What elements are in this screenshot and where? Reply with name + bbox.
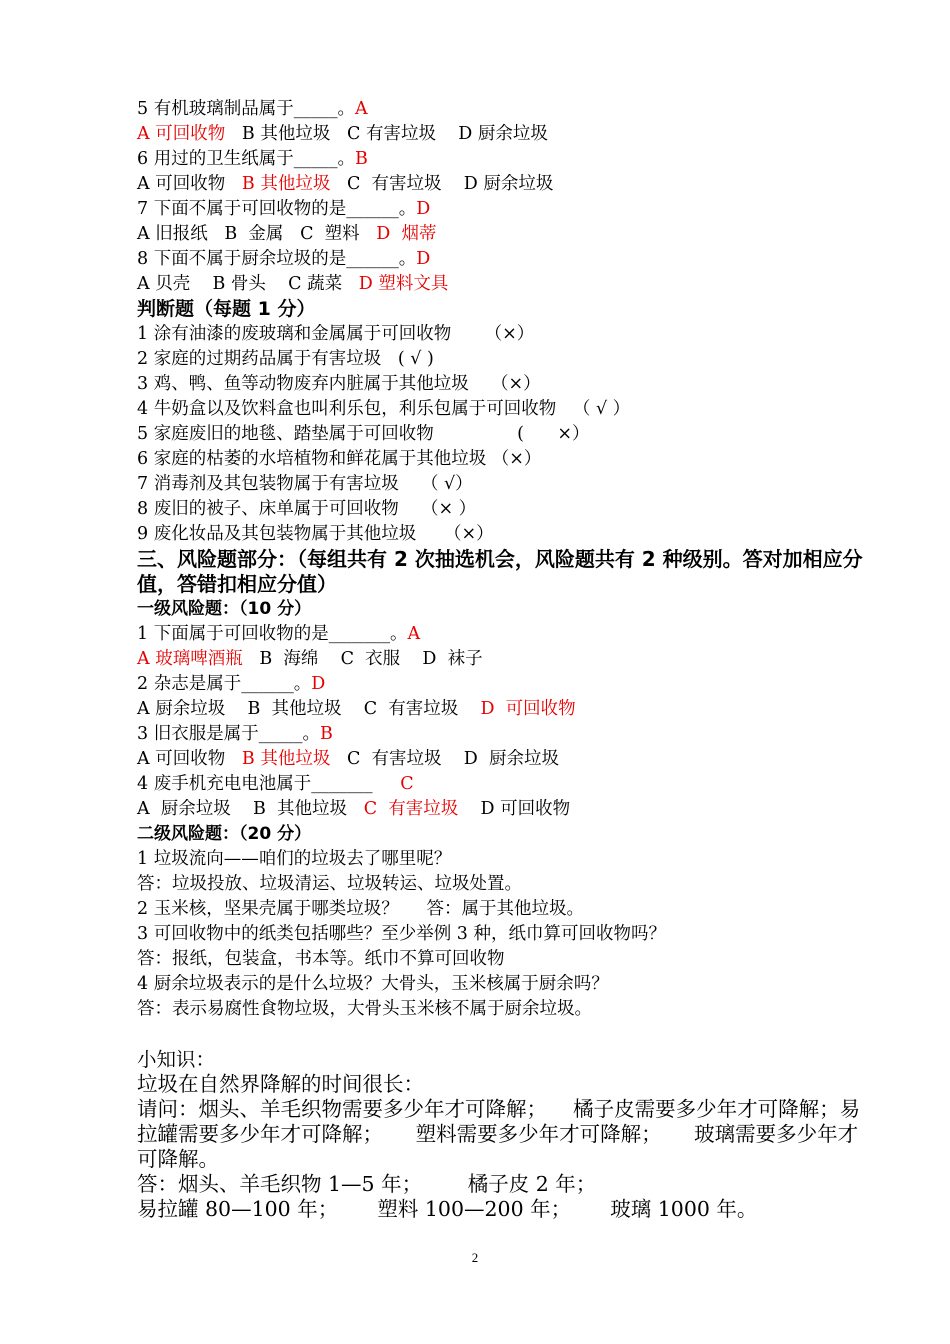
judge-item: 3 鸡、鸭、鱼等动物废弃内脏属于其他垃圾 （×）: [137, 374, 541, 394]
question-text: 7 下面不属于可回收物的是______。: [137, 199, 417, 219]
option: A 可回收物: [137, 749, 226, 769]
tips-line: 垃圾在自然界降解的时间很长：: [137, 1072, 424, 1096]
judge-questions: [137, 322, 877, 547]
options-line: [137, 747, 877, 772]
correct-option: B 其他垃圾: [225, 174, 331, 194]
answer-key: B: [319, 724, 333, 744]
option: C 有害垃圾: [330, 124, 436, 144]
option: D 厨余垃圾: [435, 124, 548, 144]
choice-questions-continued: [137, 97, 877, 297]
answer-key: A: [354, 99, 368, 119]
page-number: 2: [471, 1250, 479, 1265]
question-text: 5 有机玻璃制品属于_____。: [137, 99, 355, 119]
option: C 蔬菜: [265, 274, 343, 294]
judge-item: 1 涂有油漆的废玻璃和金属属于可回收物 （×）: [137, 324, 535, 344]
question-text: 2 杂志是属于______。: [137, 674, 312, 694]
question-text: 4 废手机充电电池属于_______: [137, 774, 401, 794]
option: A 可回收物: [137, 174, 226, 194]
option: A 贝壳: [137, 274, 191, 294]
option: B 骨头: [190, 274, 266, 294]
level1-questions: [137, 622, 877, 822]
option: B 金属: [207, 224, 284, 244]
option: D 厨余垃圾: [441, 749, 559, 769]
question-text: 1 下面属于可回收物的是_______。: [137, 624, 408, 644]
correct-option: D 可回收物: [458, 699, 576, 719]
judge-section-title: 判断题（每题 1 分）: [137, 298, 316, 320]
judge-item: 8 废旧的被子、床单属于可回收物 （× ）: [137, 499, 477, 519]
document-page: [137, 97, 877, 1222]
risk-section-title: 三、风险题部分：（每组共有 2 次抽选机会，风险题共有 2 种级别。答对加相应分值，答错扣相应分值）: [137, 547, 863, 596]
question-line: [137, 197, 877, 222]
answer-key: D: [416, 199, 431, 219]
judge-item: 7 消毒剂及其包装物属于有害垃圾 （ √）: [137, 474, 473, 494]
question-text: 3 旧衣服是属于_____。: [137, 724, 320, 744]
level1-title: 一级风险题：（10 分）: [137, 599, 312, 619]
correct-option: A 可回收物: [137, 124, 226, 144]
answer-key: B: [354, 149, 368, 169]
question-line: [137, 247, 877, 272]
question-line: [137, 147, 877, 172]
level2-title: 二级风险题：（20 分）: [137, 824, 312, 844]
question-line: [137, 97, 877, 122]
option: C 塑料: [283, 224, 360, 244]
option: C 衣服: [318, 649, 401, 669]
judge-item: 6 家庭的枯萎的水培植物和鲜花属于其他垃圾 （×）: [137, 449, 542, 469]
level2-questions: [137, 847, 877, 1022]
option: A 厨余垃圾: [137, 699, 226, 719]
level2-line: 答：垃圾投放、垃圾清运、垃圾转运、垃圾处置。: [137, 874, 522, 894]
judge-item: 2 家庭的过期药品属于有害垃圾 ( √ ): [137, 349, 434, 369]
tips-line: 答：烟头、羊毛织物 1—5 年； 橘子皮 2 年；: [137, 1172, 597, 1196]
judge-item: 5 家庭废旧的地毯、踏垫属于可回收物 ( ×）: [137, 424, 590, 444]
option: C 有害垃圾: [330, 749, 442, 769]
option: C 有害垃圾: [341, 699, 459, 719]
answer-key: D: [311, 674, 326, 694]
options-line: [137, 697, 877, 722]
question-line: [137, 622, 877, 647]
level2-line: 答：报纸，包装盒，书本等。纸巾不算可回收物: [137, 949, 505, 969]
question-line: [137, 722, 877, 747]
option: B 其他垃圾: [225, 699, 342, 719]
level2-line: 4 厨余垃圾表示的是什么垃圾？大骨头，玉米核属于厨余吗？: [137, 974, 609, 994]
option: A 厨余垃圾: [137, 799, 231, 819]
options-line: [137, 222, 877, 247]
option: D 袜子: [400, 649, 483, 669]
tips-line: 请问：烟头、羊毛织物需要多少年才可降解； 橘子皮需要多少年才可降解；易拉罐需要多少年才可降解； 塑料需要多少年才可降解； 玻璃需要多少年才可降解。: [137, 1097, 861, 1171]
option: A 旧报纸: [137, 224, 208, 244]
options-line: [137, 122, 877, 147]
options-line: [137, 172, 877, 197]
question-line: [137, 772, 877, 797]
tips-title: 小知识：: [137, 1048, 216, 1071]
level2-line: 2 玉米核，坚果壳属于哪类垃圾？ 答：属于其他垃圾。: [137, 899, 585, 919]
level2-line: 1 垃圾流向——咱们的垃圾去了哪里呢？: [137, 849, 452, 869]
question-text: 6 用过的卫生纸属于_____。: [137, 149, 355, 169]
answer-key: C: [400, 774, 414, 794]
answer-key: A: [407, 624, 421, 644]
tips-body: [137, 1072, 877, 1222]
answer-key: D: [416, 249, 431, 269]
options-line: [137, 797, 877, 822]
option: B 其他垃圾: [230, 799, 348, 819]
level2-line: 答：表示易腐性食物垃圾，大骨头玉米核不属于厨余垃圾。: [137, 999, 592, 1019]
tips-line: 易拉罐 80—100 年； 塑料 100—200 年； 玻璃 1000 年。: [137, 1197, 758, 1221]
level2-line: 3 可回收物中的纸类包括哪些？至少举例 3 种，纸巾算可回收物吗？: [137, 924, 666, 944]
options-line: [137, 647, 877, 672]
question-text: 8 下面不属于厨余垃圾的是______。: [137, 249, 417, 269]
correct-option: D 塑料文具: [342, 274, 449, 294]
question-line: [137, 672, 877, 697]
correct-option: A 玻璃啤酒瓶: [137, 649, 243, 669]
spacer: [137, 1022, 877, 1047]
correct-option: B 其他垃圾: [225, 749, 331, 769]
option: B 海绵: [242, 649, 319, 669]
option: D 可回收物: [458, 799, 571, 819]
correct-option: D 烟蒂: [359, 224, 437, 244]
options-line: [137, 272, 877, 297]
option: B 其他垃圾: [225, 124, 331, 144]
option: D 厨余垃圾: [441, 174, 554, 194]
correct-option: C 有害垃圾: [347, 799, 459, 819]
judge-item: 4 牛奶盒以及饮料盒也叫利乐包，利乐包属于可回收物 （ √ ）: [137, 399, 631, 419]
option: C 有害垃圾: [330, 174, 442, 194]
judge-item: 9 废化妆品及其包装物属于其他垃圾 （×）: [137, 524, 494, 544]
